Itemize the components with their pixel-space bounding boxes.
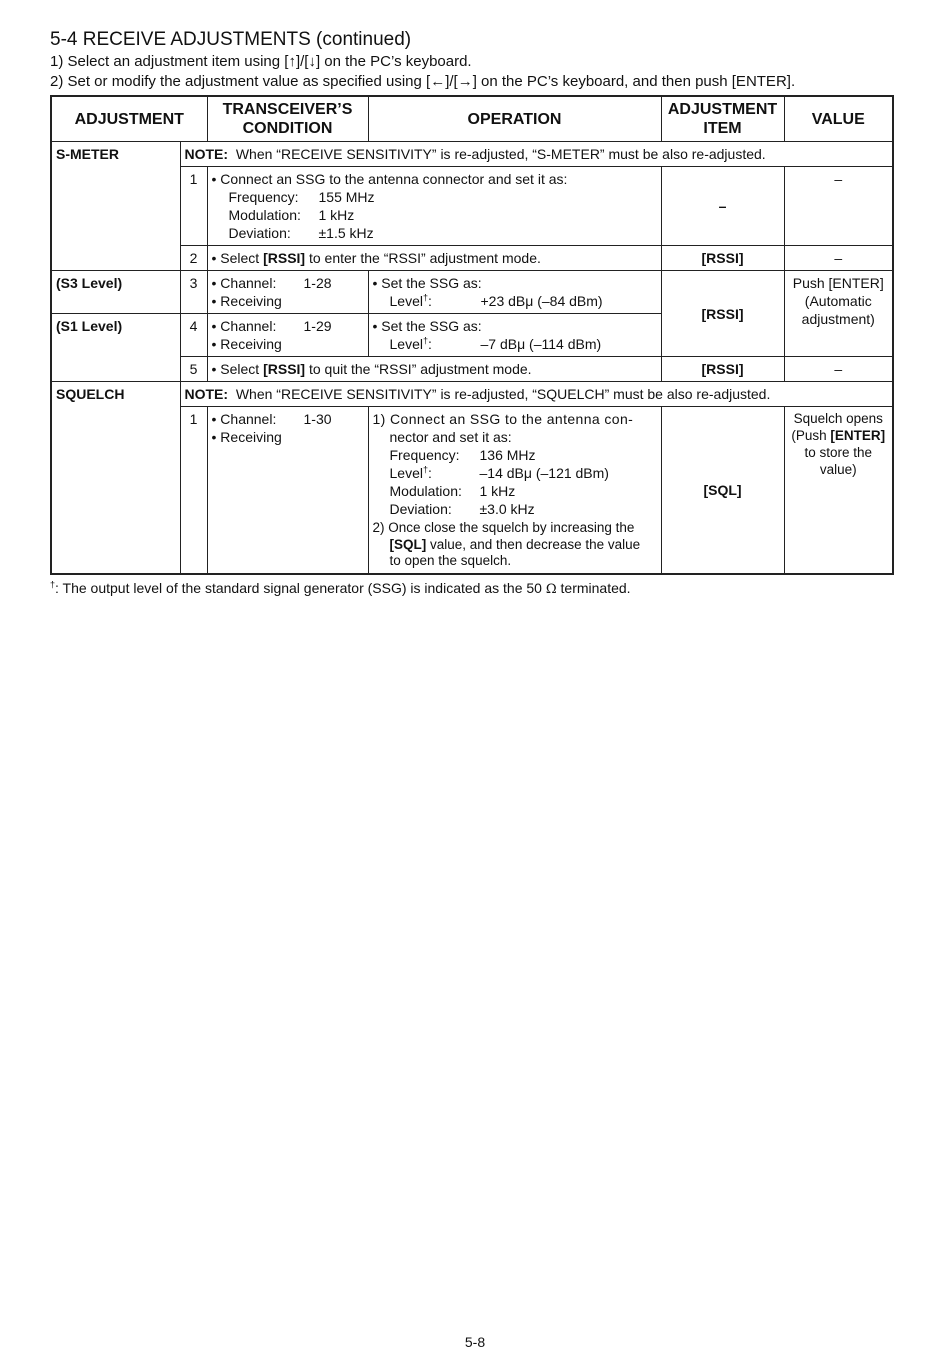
footnote-text: terminated. [556, 579, 631, 596]
setting-value: 155 MHz [318, 189, 375, 205]
value-line: value) [819, 462, 857, 477]
step-line: • Set the SSG as: [372, 318, 482, 334]
step-text: • Select [211, 361, 264, 377]
step-text: to enter the “RSSI” adjustment mode. [305, 250, 541, 266]
adjustment-cell-empty [51, 246, 180, 271]
setting-label: Frequency: [228, 189, 299, 205]
ssg-level [390, 335, 657, 353]
step-text: to quit the “RSSI” adjustment mode. [305, 361, 532, 377]
op-line: 2) Once close the squelch by increasing the [372, 520, 635, 535]
step-operation [207, 357, 661, 382]
level-colon: : [427, 293, 432, 309]
adjustment-cell-empty [51, 357, 180, 382]
value-line: (Automatic [804, 293, 872, 309]
dagger-mark: † [422, 335, 428, 346]
value-line [789, 427, 889, 444]
setting-label: Frequency: [389, 447, 460, 463]
value-line: to store the [804, 445, 873, 460]
adjustment-name-s3: (S3 Level) [51, 271, 180, 314]
col-header-item-line1: ADJUSTMENT [667, 101, 778, 118]
channel-setting [212, 274, 364, 292]
step-operation [368, 407, 661, 574]
col-header-adjustment: ADJUSTMENT [51, 96, 207, 142]
table-row [51, 271, 893, 314]
col-header-value: VALUE [784, 96, 893, 142]
step-number: 1 [180, 167, 207, 246]
setting-label: Deviation: [228, 225, 291, 241]
level-colon: : [427, 336, 432, 352]
adjustment-value: – [784, 246, 893, 271]
ssg-level [390, 292, 657, 310]
op-line: to open the squelch. [389, 553, 512, 568]
op-line: 1) Connect an SSG to the antenna con- [372, 411, 634, 427]
adjustment-value: – [784, 167, 893, 246]
table-header-row [51, 96, 893, 142]
dagger-mark: † [422, 464, 428, 475]
step-number: 2 [180, 246, 207, 271]
ssg-settings [390, 446, 657, 518]
channel-value: 1-29 [303, 318, 332, 334]
value-line: Squelch opens [793, 411, 883, 426]
footnote-text: : The output level of the standard signal generator (SSG) is indicated as the 50 [55, 579, 546, 596]
channel-value: 1-28 [303, 275, 332, 291]
table-row [51, 246, 893, 271]
level-value: –7 dBμ (–114 dBm) [480, 336, 602, 352]
enter-key: [ENTER] [830, 428, 886, 443]
op-text: value, and then decrease the value [426, 536, 641, 552]
step-operation [368, 314, 661, 357]
value-line: adjustment) [801, 311, 875, 327]
step-number: 4 [180, 314, 207, 357]
transceiver-condition [207, 407, 368, 574]
step-operation [207, 246, 661, 271]
setting-value: ±1.5 kHz [318, 225, 374, 241]
step-line: • Set the SSG as: [372, 275, 482, 291]
receiving-state: • Receiving [211, 429, 282, 445]
rssi-key: [RSSI] [263, 250, 306, 266]
setting-label: Modulation: [228, 207, 301, 223]
step-number: 3 [180, 271, 207, 314]
level-label [390, 292, 481, 310]
step-operation [368, 271, 661, 314]
instruction-1: 1) Select an adjustment item using [↑]/[↓] on the PC’s keyboard. [50, 53, 472, 70]
receiving-state: • Receiving [211, 293, 282, 309]
level-text: Level [389, 465, 423, 481]
instruction-2: 2) Set or modify the adjustment value as specified using [←]/[→] on the PC’s keyboard, and then push [ENTER]. [50, 73, 796, 90]
adjustment-value: – [784, 357, 893, 382]
adjustment-cell-empty [51, 407, 180, 574]
adjustment-item: [RSSI] [661, 271, 784, 357]
table-row [51, 407, 893, 574]
setting-value: 1 kHz [318, 207, 355, 223]
col-header-operation: OPERATION [368, 96, 661, 142]
adjustment-value [784, 407, 893, 574]
level-colon: : [427, 465, 432, 481]
op-line: nector and set it as: [389, 429, 512, 445]
setting-value: ±3.0 kHz [479, 501, 535, 517]
adjustment-name-smeter: S-METER [51, 142, 180, 167]
page-content [50, 28, 892, 599]
adjustment-item: [RSSI] [661, 246, 784, 271]
table-row [51, 382, 893, 407]
step-operation [207, 167, 661, 246]
adjustment-name-squelch: SQUELCH [51, 382, 180, 407]
smeter-note [180, 142, 893, 167]
ssg-settings [229, 188, 657, 242]
note-text: When “RECEIVE SENSITIVITY” is re-adjusted, “SQUELCH” must be also re-adjusted. [235, 386, 771, 402]
transceiver-condition [207, 314, 368, 357]
note-label: NOTE: [184, 146, 229, 162]
note-label: NOTE: [184, 386, 229, 402]
receiving-state: • Receiving [211, 336, 282, 352]
setting-label: Modulation: [389, 483, 462, 499]
level-label [390, 335, 481, 353]
col-header-item-line2: ITEM [703, 120, 742, 137]
section-title: 5-4 RECEIVE ADJUSTMENTS (continued) [50, 29, 412, 50]
step-line: • Connect an SSG to the antenna connector and set it as: [211, 171, 568, 187]
col-header-condition-line2: CONDITION [242, 120, 333, 137]
footnote [50, 579, 892, 599]
col-header-item [661, 96, 784, 142]
col-header-condition-line1: TRANSCEIVER’S [222, 101, 353, 118]
setting-label [390, 464, 480, 482]
adjustment-name-s1: (S1 Level) [51, 314, 180, 357]
dagger-mark: † [422, 292, 428, 303]
adjustment-item: [RSSI] [661, 357, 784, 382]
page-number: 5-8 [464, 1334, 486, 1350]
adjustment-value [784, 271, 893, 357]
op-line [373, 537, 657, 554]
step-number: 5 [180, 357, 207, 382]
adjustment-cell-empty [51, 167, 180, 246]
squelch-note [180, 382, 893, 407]
value-line: Push [ENTER] [792, 275, 884, 291]
col-header-condition [207, 96, 368, 142]
transceiver-condition [207, 271, 368, 314]
level-value: +23 dBμ (–84 dBm) [480, 293, 603, 309]
value-text: (Push [791, 428, 831, 443]
channel-setting [212, 317, 364, 335]
sql-key: [SQL] [389, 536, 427, 552]
channel-label: • Channel: [211, 318, 277, 334]
dagger-mark: † [50, 578, 56, 589]
setting-value: 136 MHz [479, 447, 536, 463]
ohm-symbol: Ω [545, 581, 557, 597]
channel-value: 1-30 [303, 411, 332, 427]
table-row [51, 167, 893, 246]
channel-label: • Channel: [211, 275, 277, 291]
level-text: Level [389, 293, 423, 309]
step-number: 1 [180, 407, 207, 574]
note-text: When “RECEIVE SENSITIVITY” is re-adjusted, “S-METER” must be also re-adjusted. [235, 146, 766, 162]
rssi-key: [RSSI] [263, 361, 306, 377]
setting-label: Deviation: [389, 501, 452, 517]
adjustment-item: [SQL] [661, 407, 784, 574]
setting-value: –14 dBμ (–121 dBm) [479, 465, 609, 481]
adjustment-item: – [661, 167, 784, 246]
step-text: • Select [211, 250, 264, 266]
op-step-2 [373, 520, 657, 570]
level-text: Level [389, 336, 423, 352]
adjustment-table [50, 95, 894, 575]
table-row [51, 142, 893, 167]
setting-value: 1 kHz [479, 483, 516, 499]
channel-setting [212, 410, 364, 428]
channel-label: • Channel: [211, 411, 277, 427]
table-row [51, 357, 893, 382]
